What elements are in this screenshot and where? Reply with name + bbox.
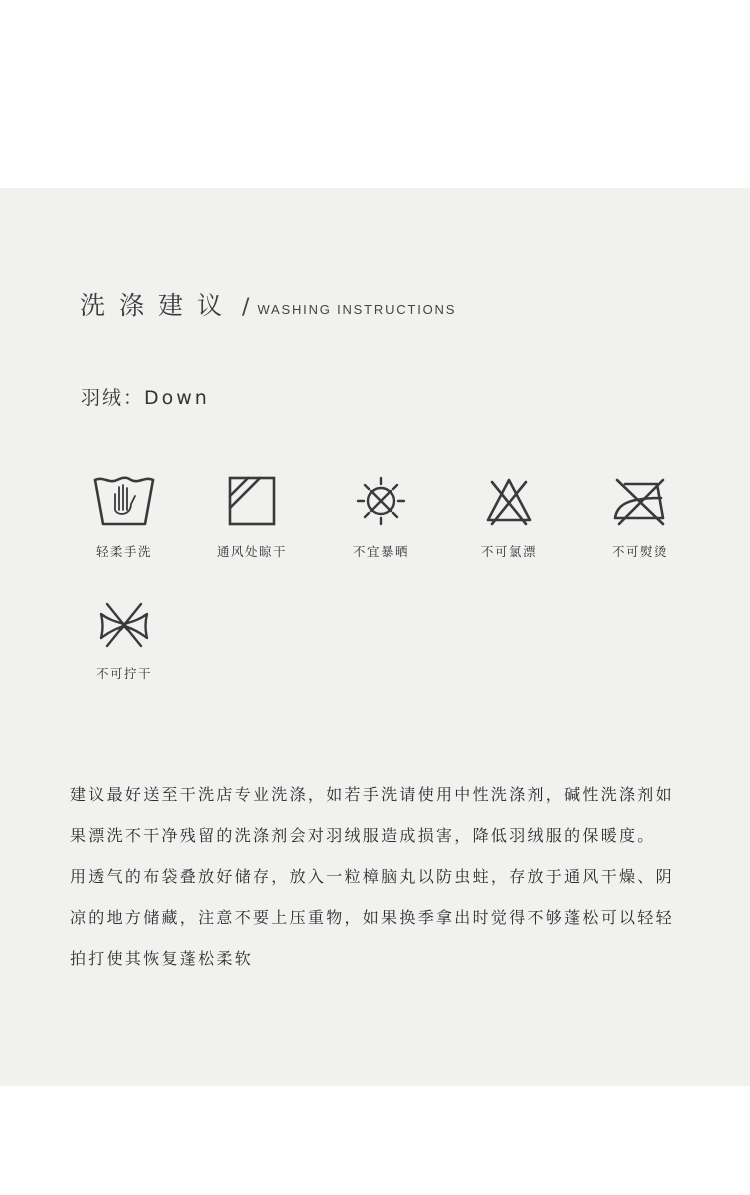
care-label: 通风处晾干 (216, 544, 287, 559)
dry-flat-shade-icon (227, 474, 277, 528)
heading-slash: / (242, 295, 250, 320)
care-label: 轻柔手洗 (95, 544, 152, 559)
do-not-wring-icon (97, 600, 151, 650)
do-not-iron-icon (611, 474, 669, 528)
care-item-dry-shade (197, 474, 307, 560)
care-label: 不可拧干 (95, 666, 152, 681)
care-item-hand-wash (69, 474, 179, 560)
care-item-no-bleach (454, 474, 564, 560)
heading-title-cn: 洗涤建议 (80, 291, 237, 320)
care-item-no-sun (326, 474, 436, 560)
heading-title-en: WASHING INSTRUCTIONS (257, 302, 457, 317)
care-label: 不可熨烫 (611, 544, 668, 559)
hand-wash-icon (93, 474, 155, 528)
care-item-no-iron (585, 474, 695, 560)
material-label: 羽绒： (81, 387, 145, 409)
care-label: 不宜暴晒 (352, 544, 409, 559)
care-advice-text (70, 774, 680, 979)
care-label: 不可氯漂 (480, 544, 537, 559)
do-not-bleach-icon (482, 474, 536, 528)
advice-paragraph-washing: 建议最好送至干洗店专业洗涤，如若手洗请使用中性洗涤剂，碱性洗涤剂如果漂洗不干净残留的洗涤剂会对羽绒服造成损害，降低羽绒服的保暖度。 (70, 785, 674, 845)
section-heading (80, 286, 456, 322)
material-value: Down (144, 387, 210, 409)
advice-paragraph-storage: 用透气的布袋叠放好储存，放入一粒樟脑丸以防虫蛀，存放于通风干燥、阴凉的地方储藏，注意不要上压重物，如果换季拿出时觉得不够蓬松可以轻轻拍打使其恢复蓬松柔软 (70, 867, 674, 968)
care-item-no-wring (69, 600, 179, 682)
material-line (81, 383, 210, 410)
do-not-sun-dry-icon (354, 474, 408, 528)
